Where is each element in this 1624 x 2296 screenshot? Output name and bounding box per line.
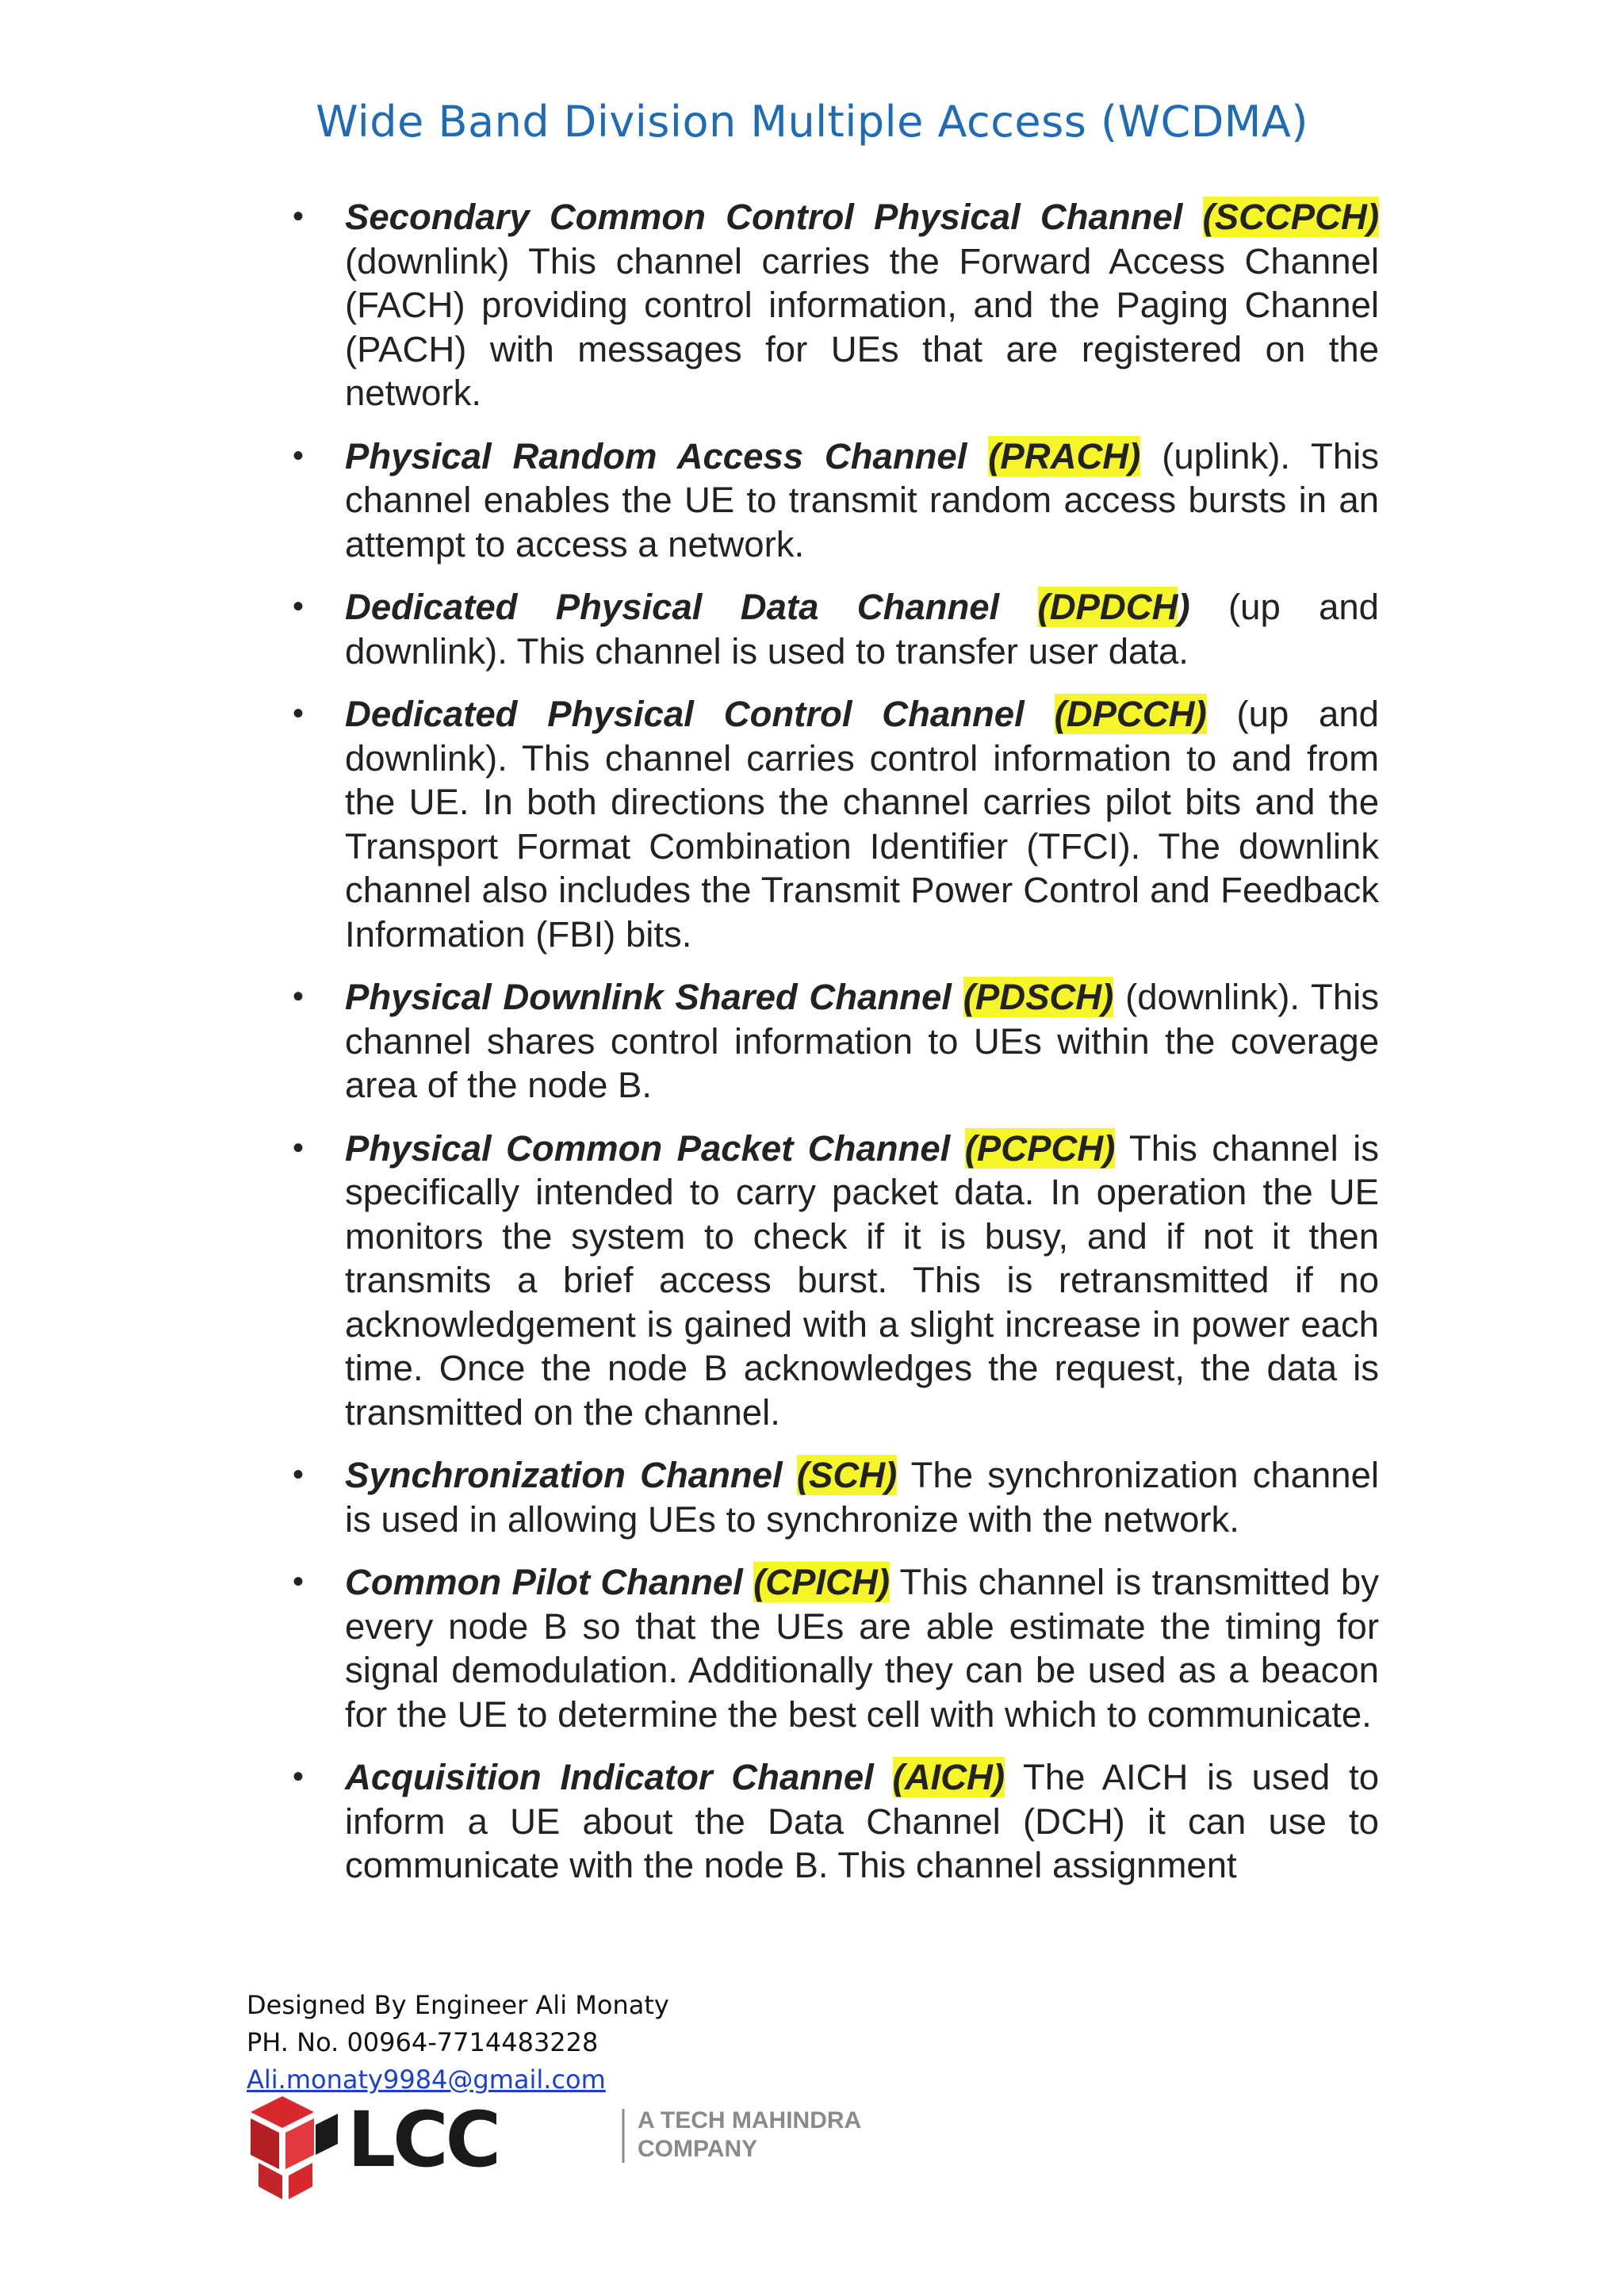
channel-name: Secondary Common Control Physical Channel bbox=[345, 197, 1183, 237]
channel-list bbox=[293, 195, 1379, 1907]
channel-abbreviation: (SCH) bbox=[796, 1455, 898, 1495]
channel-abbreviation: (PDSCH) bbox=[963, 977, 1114, 1017]
bullet-icon: • bbox=[293, 1564, 304, 1599]
channel-name: Acquisition Indicator Channel bbox=[345, 1757, 874, 1797]
bullet-icon: • bbox=[293, 979, 304, 1014]
channel-abbreviation: (PRACH) bbox=[988, 435, 1141, 476]
logo-tagline-line1: A TECH MAHINDRA bbox=[638, 2107, 862, 2133]
list-item bbox=[293, 1755, 1379, 1888]
list-item bbox=[293, 1127, 1379, 1435]
channel-description: (uplink). This channel enables the UE to transmit random access bursts in an attempt to access a network. bbox=[345, 435, 1379, 564]
lcc-emblem-icon bbox=[251, 2096, 338, 2199]
list-item bbox=[293, 585, 1379, 673]
channel-name: Common Pilot Channel bbox=[345, 1562, 743, 1602]
channel-name: Dedicated Physical Control Channel bbox=[345, 694, 1025, 734]
list-item bbox=[293, 1560, 1379, 1736]
bullet-icon: • bbox=[293, 589, 304, 624]
bullet-icon: • bbox=[293, 1130, 304, 1165]
list-item bbox=[293, 434, 1379, 567]
footer-phone: PH. No. 00964-7714483228 bbox=[247, 2027, 599, 2057]
logo-tagline-line2: COMPANY bbox=[638, 2136, 758, 2162]
channel-name: Physical Common Packet Channel bbox=[345, 1127, 951, 1169]
channel-abbreviation: (DPDCH bbox=[1037, 587, 1178, 627]
lcc-logo bbox=[251, 2096, 901, 2199]
channel-abbreviation: (PCPCH) bbox=[964, 1127, 1116, 1169]
channel-description: The synchronization channel is used in allowing UEs to synchronize with the network. bbox=[345, 1455, 1379, 1540]
list-item bbox=[293, 195, 1379, 415]
channel-name: Physical Downlink Shared Channel bbox=[345, 977, 952, 1017]
bullet-icon: • bbox=[293, 1759, 304, 1794]
footer bbox=[247, 1987, 669, 2099]
channel-description: The AICH is used to inform a UE about the Data Channel (DCH) it can use to communicate with the node B. This channel assignment bbox=[345, 1757, 1379, 1885]
footer-email-link[interactable]: Ali.monaty9984@gmail.com bbox=[247, 2064, 606, 2095]
channel-description: This channel is specifically intended to carry packet data. In operation the UE monitors the system to check if it is busy, and if not it then transmits a brief access burst. This is retransmitted if no acknowledgement is gained with a slight increase in power each time. Once the node B acknowledges the request, the data is transmitted on the channel. bbox=[345, 1127, 1379, 1433]
channel-description: (up and downlink). This channel carries control information to and from the UE. In both directions the channel carries pilot bits and the Transport Format Combination Identifier (TFCI). The downlink channel also includes the Transmit Power Control and Feedback Information (FBI) bits. bbox=[345, 694, 1379, 955]
footer-designer: Designed By Engineer Ali Monaty bbox=[247, 1990, 669, 2020]
channel-description: (downlink) This channel carries the Forward Access Channel (FACH) providing control information, and the Paging Channel (PACH) with messages for UEs that are registered on the network. bbox=[345, 240, 1379, 413]
list-item bbox=[293, 692, 1379, 956]
channel-abbreviation: (SCCPCH) bbox=[1202, 197, 1379, 237]
page-title: Wide Band Division Multiple Access (WCDMA) bbox=[316, 97, 1308, 147]
bullet-icon: • bbox=[293, 438, 304, 473]
list-item bbox=[293, 1453, 1379, 1541]
bullet-icon: • bbox=[293, 1457, 304, 1492]
channel-abbreviation-tail: ) bbox=[1178, 587, 1190, 627]
channel-abbreviation: (AICH) bbox=[892, 1757, 1005, 1797]
list-item bbox=[293, 975, 1379, 1108]
channel-description: (downlink). This channel shares control information to UEs within the coverage area of the node B. bbox=[345, 977, 1379, 1105]
channel-name: Synchronization Channel bbox=[345, 1455, 783, 1495]
channel-name: Physical Random Access Channel bbox=[345, 435, 967, 476]
bullet-icon: • bbox=[293, 696, 304, 731]
logo-brand-text: LCC bbox=[347, 2096, 499, 2184]
channel-abbreviation: (CPICH) bbox=[753, 1562, 890, 1602]
channel-abbreviation: (DPCCH) bbox=[1054, 694, 1207, 734]
channel-description: This channel is transmitted by every node B so that the UEs are able estimate the timing for signal demodulation. Additionally they can be used as a beacon for the UE to determine the best cell with which to communicate. bbox=[345, 1562, 1379, 1735]
channel-name: Dedicated Physical Data Channel bbox=[345, 587, 1000, 627]
bullet-icon: • bbox=[293, 199, 304, 234]
channel-description: (up and downlink). This channel is used to transfer user data. bbox=[345, 587, 1379, 672]
